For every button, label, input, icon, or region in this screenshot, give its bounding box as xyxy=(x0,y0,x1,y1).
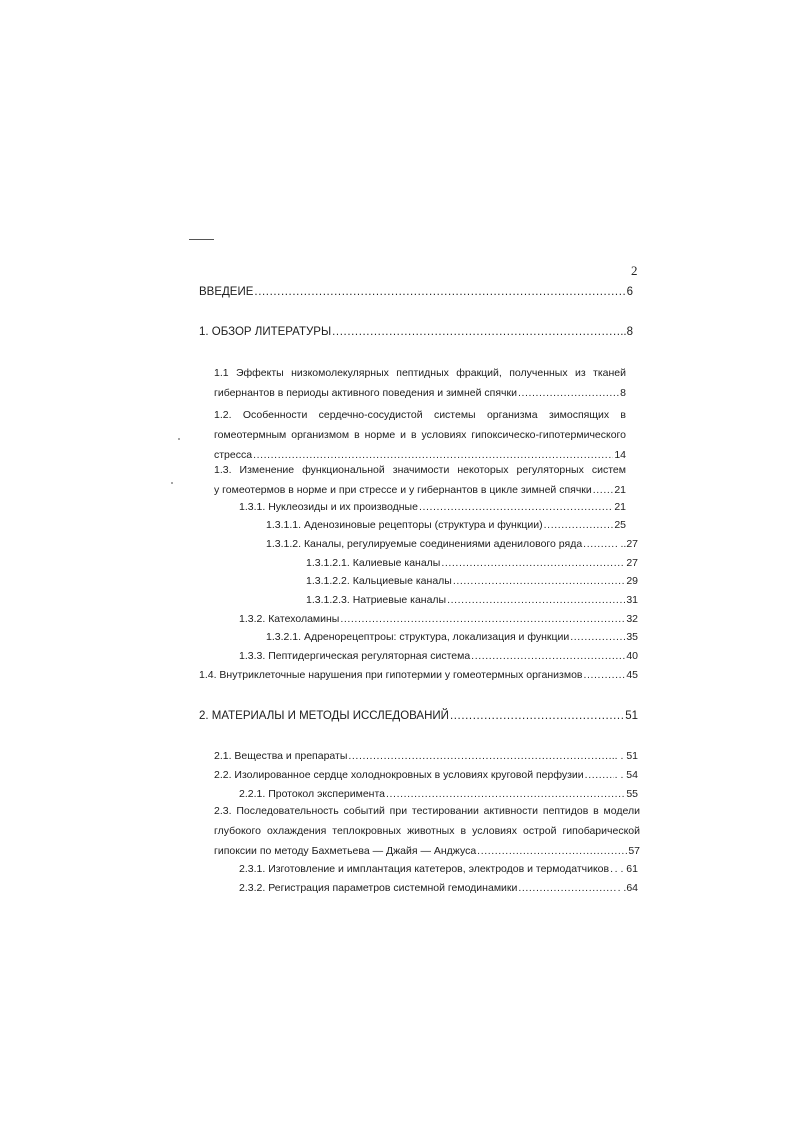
toc-entry-title: 1.3.3. Пептидергическая регуляторная система xyxy=(239,650,471,662)
toc-entry-2-3-1[interactable] xyxy=(239,862,638,876)
leader-dots xyxy=(518,881,616,895)
toc-entry-page: 45 xyxy=(626,669,638,681)
page-number: 2 xyxy=(631,263,638,278)
leader-dots xyxy=(583,537,619,551)
toc-entry-page: 31 xyxy=(626,594,638,606)
toc-entry-line: 2.3. Последовательность событий при тестировании активности пептидов в модели xyxy=(214,805,640,817)
toc-entry-page: 21 xyxy=(614,484,626,496)
toc-entry-title: 1.3.1.2.3. Натриевые каналы xyxy=(306,594,447,606)
toc-entry-page: 40 xyxy=(626,650,638,662)
leader-dots xyxy=(453,574,625,588)
toc-entry-last-line xyxy=(214,841,640,861)
toc-entry-introduction[interactable] xyxy=(199,285,633,299)
leader-dots xyxy=(441,556,625,570)
toc-entry-line: 1.1 Эффекты низкомолекулярных пептидных фракций, полученных из тканей xyxy=(214,367,626,379)
toc-entry-title: у гомеотермов в норме и при стрессе и у гибернантов в цикле зимней спячки xyxy=(214,484,592,496)
toc-entry-1-2[interactable] xyxy=(214,405,626,465)
toc-entry-page: .. . 51 xyxy=(611,750,638,762)
leader-dots xyxy=(477,841,627,861)
toc-entry-title: 2. МАТЕРИАЛЫ И МЕТОДЫ ИССЛЕДОВАНИЙ xyxy=(199,710,449,722)
toc-entry-page: . . 61 xyxy=(614,863,638,875)
toc-entry-page: 51 xyxy=(625,710,638,722)
toc-entry-2-3-2[interactable] xyxy=(239,881,638,895)
toc-entry-page: 25 xyxy=(614,519,626,531)
toc-entry-1-3-1-2-1[interactable] xyxy=(306,556,638,570)
toc-entry-page: ..8 xyxy=(620,326,633,338)
leader-dots xyxy=(610,862,614,876)
toc-entry-title: 1.3.1.2.1. Калиевые каналы xyxy=(306,557,441,569)
toc-entry-line: глубокого охлаждения теплокровных животных в условиях острой гипобарической xyxy=(214,825,640,837)
toc-entry-title: гибернантов в периоды активного поведения и зимней спячки xyxy=(214,387,517,399)
toc-entry-line: гомеотермным организмом в норме и в условиях гипоксическо-гипотермического xyxy=(214,429,626,441)
toc-entry-last-line xyxy=(214,480,626,500)
toc-entry-section-2[interactable] xyxy=(199,709,638,723)
toc-entry-1-3-1-2-2[interactable] xyxy=(306,574,638,588)
toc-entry-page: 27 xyxy=(626,557,638,569)
toc-entry-page: ..27 xyxy=(620,538,638,550)
toc-entry-title: 1.3.1.1. Аденозиновые рецепторы (структура и функции) xyxy=(266,519,543,531)
leader-dots xyxy=(518,383,619,403)
toc-entry-page: . .64 xyxy=(617,882,638,894)
toc-entry-title: ВВЕДЕИЕ xyxy=(199,286,254,298)
toc-entry-1-3-3[interactable] xyxy=(239,649,638,663)
toc-entry-section-1[interactable] xyxy=(199,325,633,339)
leader-dots xyxy=(471,649,625,663)
leader-dots xyxy=(340,612,625,626)
toc-entry-line: 1.3. Изменение функциональной значимости некоторых регуляторных систем xyxy=(214,464,626,476)
toc-entry-title: 2.2.1. Протокол эксперимента xyxy=(239,788,386,800)
toc-entry-page: 55 xyxy=(626,788,638,800)
toc-entry-page: 57 xyxy=(628,845,640,857)
toc-entry-page: 35 xyxy=(626,631,638,643)
toc-entry-title: гипоксии по методу Бахметьева — Джайя — Анджуса xyxy=(214,845,477,857)
toc-entry-last-line xyxy=(214,383,626,403)
toc-entry-title: 1. ОБЗОР ЛИТЕРАТУРЫ xyxy=(199,326,332,338)
leader-dots xyxy=(593,480,614,500)
toc-entry-title: 1.3.2.1. Адренорецептроы: структура, локализация и функции xyxy=(266,631,570,643)
leader-dots xyxy=(419,500,613,514)
toc-entry-page: 32 xyxy=(626,613,638,625)
toc-entry-2-2[interactable] xyxy=(214,768,638,782)
leader-dots xyxy=(332,325,619,339)
toc-entry-title: 2.2. Изолированное сердце холоднокровных в условиях круговой перфузии xyxy=(214,769,584,781)
leader-dots xyxy=(450,709,624,723)
toc-entry-page: 29 xyxy=(626,575,638,587)
toc-entry-1-3-2[interactable] xyxy=(239,612,638,626)
leader-dots xyxy=(348,749,610,763)
toc-entry-1-1[interactable] xyxy=(214,363,626,403)
toc-entry-2-3[interactable] xyxy=(214,801,640,861)
toc-entry-page: 14 xyxy=(614,449,626,461)
toc-entry-line: 1.2. Особенности сердечно-сосудистой системы организма зимоспящих в xyxy=(214,409,626,421)
toc-entry-title: 2.3.2. Регистрация параметров системной гемодинамики xyxy=(239,882,518,894)
leader-dots xyxy=(570,630,625,644)
leader-dots xyxy=(583,668,625,682)
toc-entry-1-3-1-1[interactable] xyxy=(266,518,626,532)
toc-entry-title: 1.3.2. Катехоламины xyxy=(239,613,340,625)
toc-entry-title: стресса xyxy=(214,449,253,461)
toc-entry-1-3-1[interactable] xyxy=(239,500,626,514)
leader-dots xyxy=(447,593,625,607)
toc-entry-page: 8 xyxy=(620,387,626,399)
toc-entry-page: . . 54 xyxy=(614,769,638,781)
toc-entry-title: 1.3.1.2.2. Кальциевые каналы xyxy=(306,575,452,587)
leader-dots xyxy=(254,285,625,299)
toc-entry-1-3-1-2[interactable] xyxy=(266,537,638,551)
toc-entry-title: 1.4. Внутриклеточные нарушения при гипотермии у гомеотермных организмов xyxy=(199,669,583,681)
toc-entry-1-3-1-2-3[interactable] xyxy=(306,593,638,607)
toc-entry-1-3-2-1[interactable] xyxy=(266,630,638,644)
leader-dots xyxy=(544,518,614,532)
toc-entry-1-4[interactable] xyxy=(199,668,638,682)
leader-dots xyxy=(386,787,625,801)
leader-dots xyxy=(585,768,614,782)
toc-entry-title: 2.3.1. Изготовление и имплантация катетеров, электродов и термодатчиков xyxy=(239,863,610,875)
toc-entry-page: 21 xyxy=(614,501,626,513)
toc-entry-2-1[interactable] xyxy=(214,749,638,763)
toc-entry-title: 1.3.1. Нуклеозиды и их производные xyxy=(239,501,418,513)
toc-entry-1-3[interactable] xyxy=(214,460,626,500)
toc-entry-page: 6 xyxy=(626,286,633,298)
toc-entry-title: 1.3.1.2. Каналы, регулируемые соединениями аденилового ряда xyxy=(266,538,583,550)
toc-entry-2-2-1[interactable] xyxy=(239,787,638,801)
toc-entry-title: 2.1. Вещества и препараты xyxy=(214,750,348,762)
